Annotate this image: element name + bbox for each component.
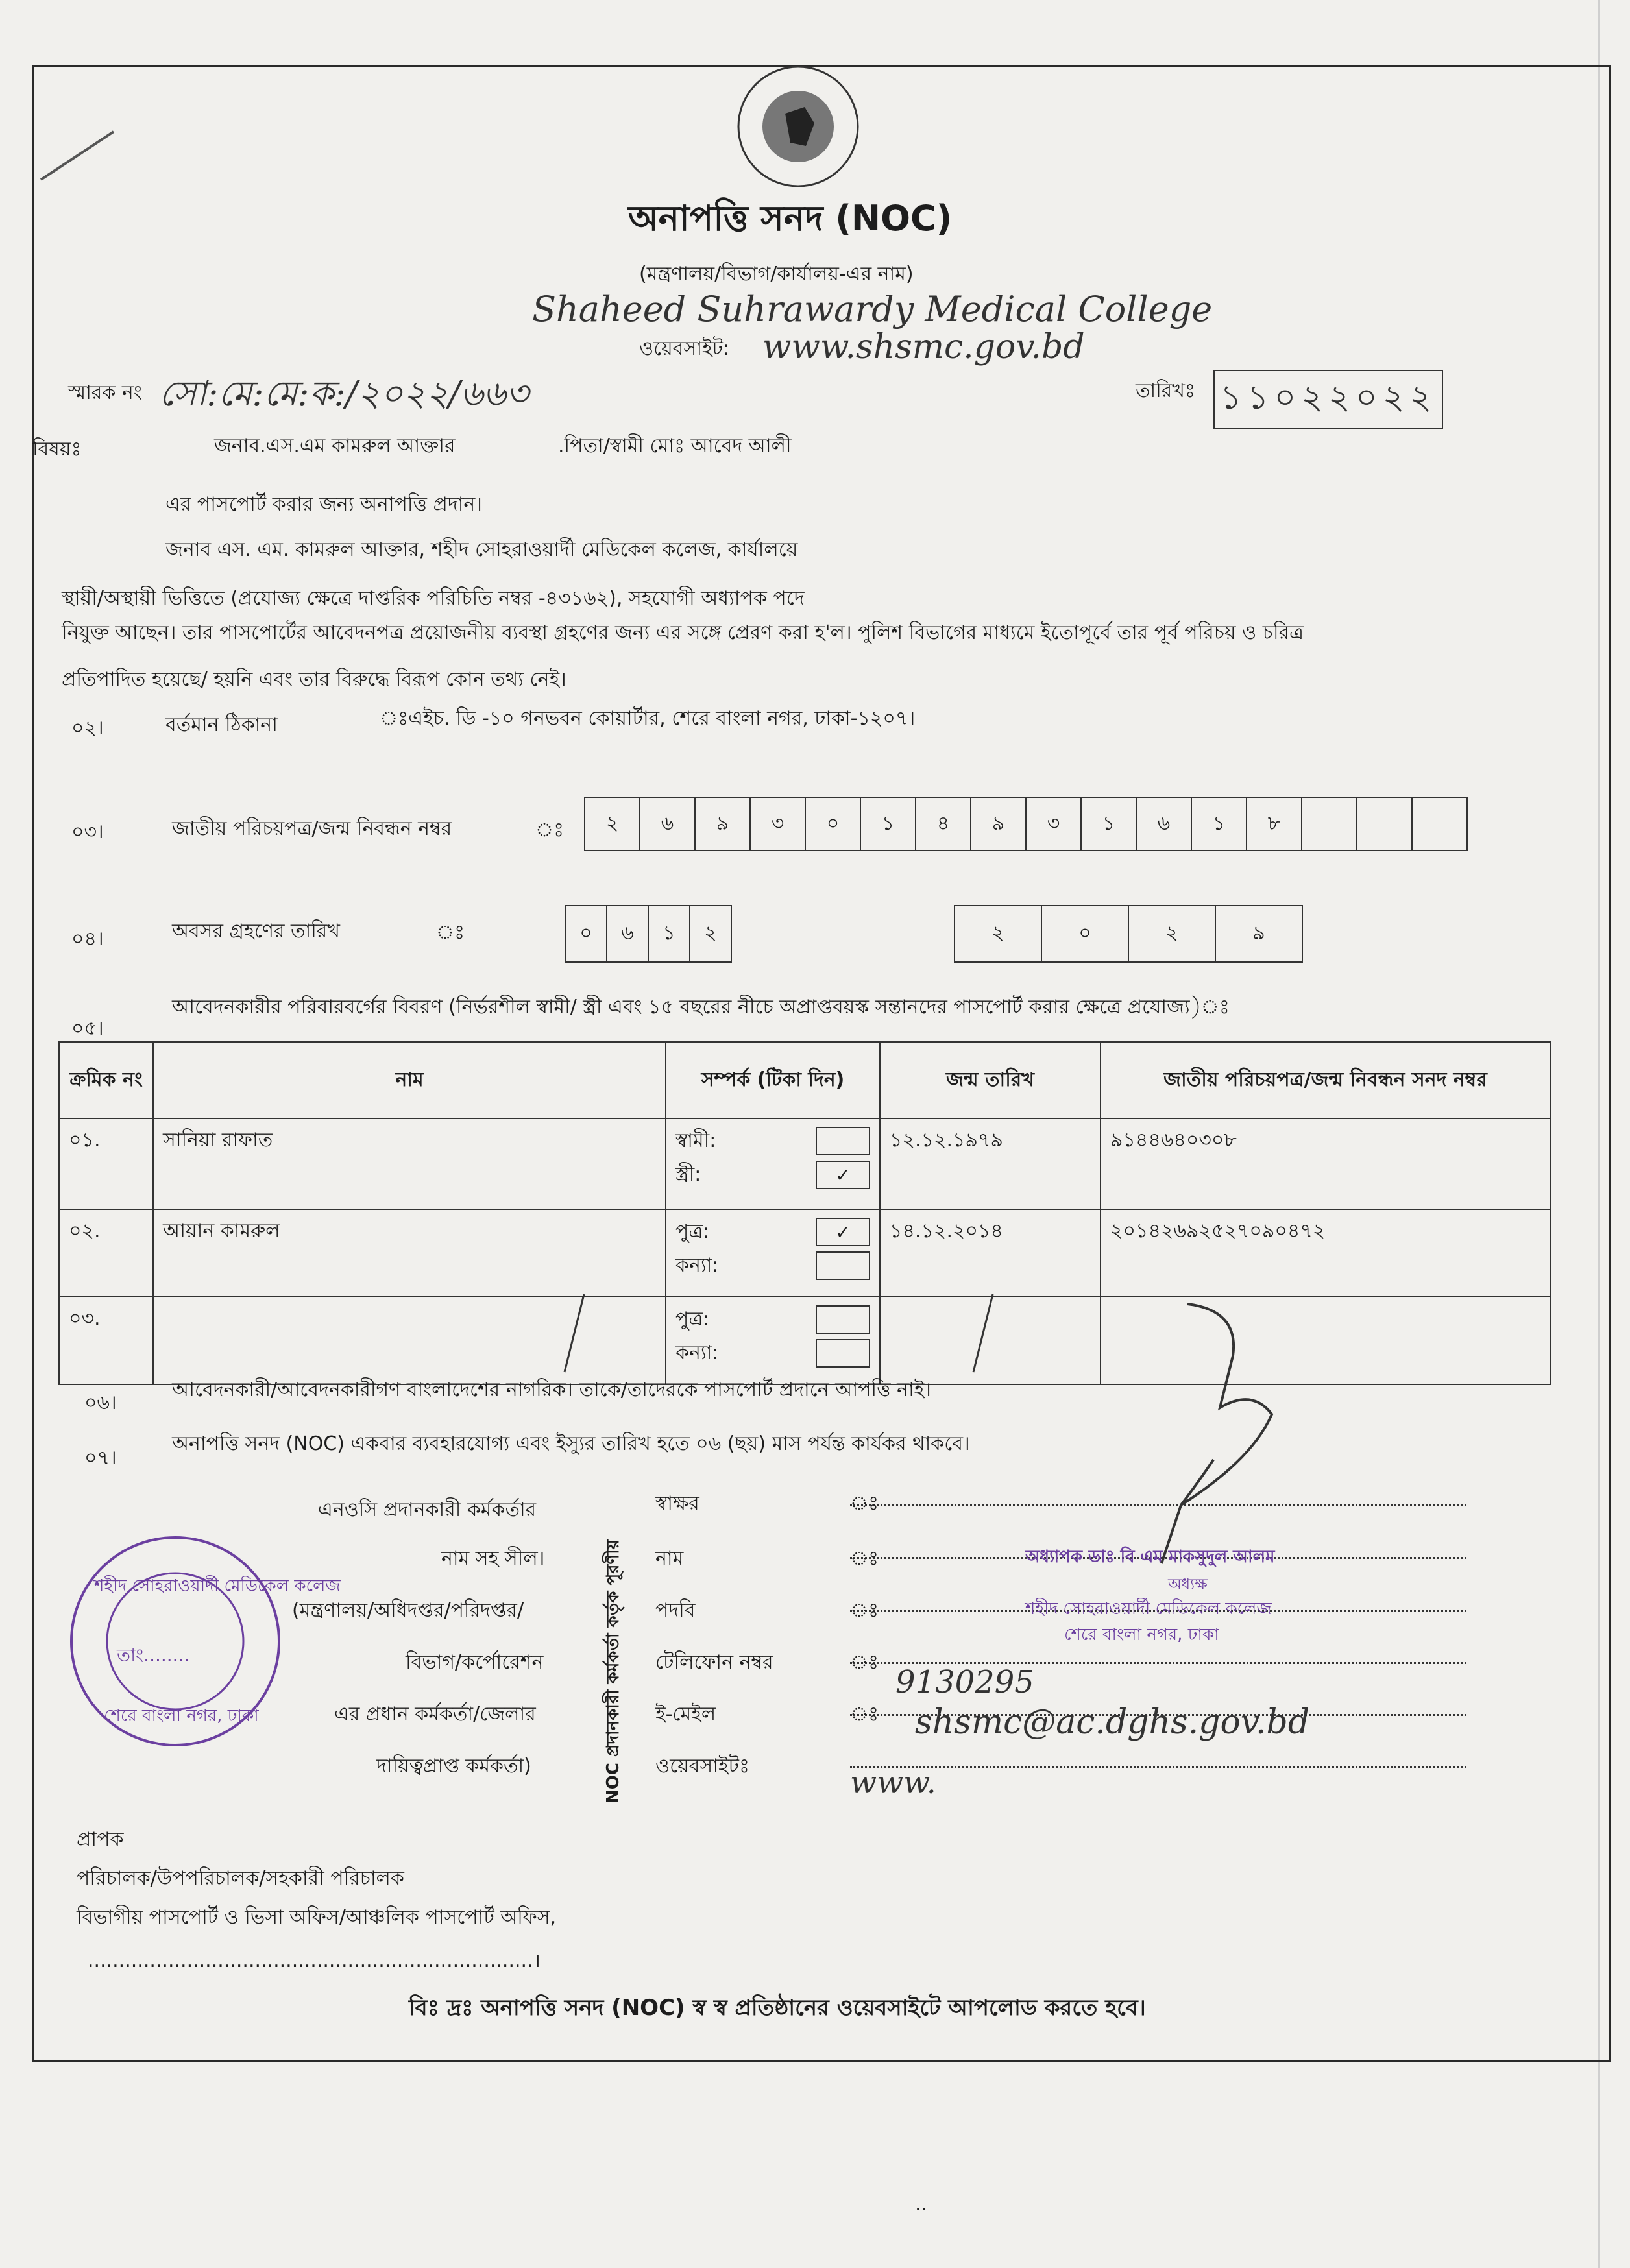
officer-line-4: বিভাগ/কর্পোরেশন xyxy=(406,1651,544,1674)
table-row xyxy=(59,1209,1550,1297)
relation-label: স্ত্রী: xyxy=(675,1163,701,1186)
field-prefix: ঃ xyxy=(850,1651,879,1674)
row-dob: ১২.১২.১৯৭৯ xyxy=(880,1118,1101,1209)
relation-checkbox[interactable]: ✓ xyxy=(816,1161,870,1189)
digit-box: ০ xyxy=(806,798,861,850)
field-prefix: ঃ xyxy=(850,1547,879,1570)
subject-father-name: .পিতা/স্বামী মোঃ আবেদ আলী xyxy=(558,435,792,457)
recipient-label: প্রাপক xyxy=(77,1828,124,1851)
recipient-line-2: বিভাগীয় পাসপোর্ট ও ভিসা অফিস/আঞ্চলিক পাসপোর্ট অফিস, xyxy=(77,1906,557,1929)
row-serial: ০৩. xyxy=(59,1297,153,1384)
digit-box: ৯ xyxy=(1252,922,1265,945)
digit-box: ০ xyxy=(1042,906,1129,961)
item-03-label: জাতীয় পরিচয়পত্র/জন্ম নিবন্ধন নম্বর xyxy=(172,817,452,840)
digit-box: ০ xyxy=(566,906,607,961)
digit-box xyxy=(1357,798,1413,850)
row-dob: ১৪.১২.২০১৪ xyxy=(880,1209,1101,1297)
memo-number-handwritten: সো:মে:মে:ক:/২০২২/৬৬৩ xyxy=(159,373,529,414)
website-handwritten: www.shsmc.gov.bd xyxy=(762,328,1085,367)
officer-line-1: এনওসি প্রদানকারী কর্মকর্তার xyxy=(318,1499,537,1521)
field-website-label: ওয়েবসাইটঃ xyxy=(655,1755,749,1778)
strike-mark xyxy=(558,1288,597,1379)
header-serial: ক্রমিক নং xyxy=(59,1042,153,1118)
relation-label: পুত্র: xyxy=(675,1307,710,1331)
relation-checkbox[interactable] xyxy=(816,1127,870,1155)
relation-label: কন্যা: xyxy=(675,1253,719,1277)
relation-checkbox[interactable] xyxy=(816,1339,870,1368)
digit-box: ৬ xyxy=(1137,798,1192,850)
digit-box: ৮ xyxy=(1247,798,1302,850)
email-handwritten: shsmc@ac.dghs.gov.bd xyxy=(915,1703,1310,1742)
item-02-label: বর্তমান ঠিকানা xyxy=(165,714,278,736)
officer-line-2: নাম সহ সীল। xyxy=(441,1547,545,1570)
item-04-number: ০৪। xyxy=(71,928,104,950)
officer-line-3: (মন্ত্রণালয়/অধিদপ্তর/পরিদপ্তর/ xyxy=(292,1599,524,1622)
document-title: অনাপত্তি সনদ (NOC) xyxy=(628,198,953,239)
row-serial: ০২. xyxy=(59,1209,153,1297)
subject-label: বিষয়ঃ xyxy=(32,438,82,461)
relation-checkbox[interactable] xyxy=(816,1305,870,1334)
digit-box: ২ xyxy=(1129,906,1216,961)
website-handwritten-2: www. xyxy=(850,1765,936,1801)
row-relation xyxy=(666,1118,880,1209)
digit-box: ১ xyxy=(861,798,916,850)
digit-box: ১ xyxy=(1192,798,1247,850)
retirement-year-boxes xyxy=(954,905,1303,963)
body-line-2: স্থায়ী/অস্থায়ী ভিত্তিতে (প্রযোজ্য ক্ষেত্রে দাপ্তরিক পরিচিতি নম্বর -৪৩১৬২), সহযোগী অধ্যাপক পদে xyxy=(62,587,805,610)
memo-label: স্মারক নং xyxy=(68,381,142,404)
field-prefix: ঃ xyxy=(850,1599,879,1622)
digit-box: ১ xyxy=(649,906,690,961)
seal-center-text: তাং........ xyxy=(117,1645,190,1666)
digit-box: ৪ xyxy=(916,798,971,850)
item-02-address: ঃএইচ. ডি -১০ গনভবন কোয়ার্টার, শেরে বাংলা নগর, ঢাকা-১২০৭। xyxy=(380,707,916,730)
officer-stamp-institution: শহীদ সোহরাওয়ার্দী মেডিকেল কলেজ xyxy=(1025,1599,1272,1619)
strike-mark xyxy=(967,1288,1006,1379)
date-label: তারিখঃ xyxy=(1136,380,1195,402)
officer-stamp-name: অধ্যাপক ডাঃ বি এম মাকসুদুল আলম xyxy=(1025,1547,1275,1567)
website-label: ওয়েবসাইট: xyxy=(639,337,730,360)
relation-label: স্বামী: xyxy=(675,1129,716,1152)
digit-box: ৬ xyxy=(640,798,696,850)
pen-stroke xyxy=(36,127,120,185)
field-email-label: ই-মেইল xyxy=(655,1703,716,1726)
footer-note: বিঃ দ্রঃ অনাপত্তি সনদ (NOC) স্ব স্ব প্রতিষ্ঠানের ওয়েবসাইটে আপলোড করতে হবে। xyxy=(409,1995,1146,2021)
recipient-line-3: ........................................................................। xyxy=(88,1949,541,1972)
relation-checkbox[interactable]: ✓ xyxy=(816,1218,870,1246)
seal-outer-text: শহীদ সোহরাওয়ার্দী মেডিকেল কলেজ xyxy=(94,1576,341,1596)
table-row xyxy=(59,1297,1550,1384)
relation-checkbox[interactable] xyxy=(816,1251,870,1280)
header-dob: জন্ম তারিখ xyxy=(880,1042,1101,1118)
digit-box: ১ xyxy=(1082,798,1137,850)
item-07-number: ০৭। xyxy=(84,1447,117,1469)
officer-stamp-address: শেরে বাংলা নগর, ঢাকা xyxy=(1064,1625,1219,1645)
date-handwritten: ১১০২২০২২ xyxy=(1213,370,1443,429)
row-serial: ০১. xyxy=(59,1118,153,1209)
item-04-label: অবসর গ্রহণের তারিখ xyxy=(172,920,340,943)
item-06-text: আবেদনকারী/আবেদনকারীগণ বাংলাদেশের নাগরিক। তাকে/তাদেরকে পাসপোর্ট প্রদানে আপত্তি নাই। xyxy=(172,1379,932,1401)
row-name: আয়ান কামরুল xyxy=(153,1209,666,1297)
family-table-header xyxy=(59,1042,1550,1118)
header-name: নাম xyxy=(153,1042,666,1118)
row-nid: ২০১৪২৬৯২৫২৭০৯০৪৭২ xyxy=(1101,1209,1550,1297)
subject-applicant-name: জনাব.এস.এম কামরুল আক্তার xyxy=(214,435,456,457)
item-07-text: অনাপত্তি সনদ (NOC) একবার ব্যবহারযোগ্য এবং ইস্যুর তারিখ হতে ০৬ (ছয়) মাস পর্যন্ত কার্যকর থাকবে। xyxy=(172,1432,970,1455)
digit-box xyxy=(1413,798,1466,850)
item-03-colon: ঃ xyxy=(535,819,565,841)
officer-signature xyxy=(1142,1291,1298,1570)
ministry-caption: (মন্ত্রণালয়/বিভাগ/কার্যালয়-এর নাম) xyxy=(639,263,914,285)
digit-box: ২ xyxy=(955,906,1042,961)
field-prefix: ঃ xyxy=(850,1703,879,1726)
phone-handwritten: 9130295 xyxy=(895,1664,1034,1700)
row-nid: ৯১৪৪৬৪০৩০৮ xyxy=(1101,1118,1550,1209)
officer-line-6: দায়িত্বপ্রাপ্ত কর্মকর্তা) xyxy=(376,1755,531,1778)
digit-box: ৩ xyxy=(751,798,806,850)
row-relation xyxy=(666,1209,880,1297)
subject-purpose: এর পাসপোর্ট করার জন্য অনাপত্তি প্রদান। xyxy=(165,493,482,516)
item-06-number: ০৬। xyxy=(84,1392,117,1414)
header-relation: সম্পর্ক (টিকা দিন) xyxy=(666,1042,880,1118)
item-04-colon: ঃ xyxy=(436,921,465,944)
field-prefix: ঃ xyxy=(850,1492,879,1515)
field-phone-label: টেলিফোন নম্বর xyxy=(655,1651,773,1674)
row-name: সানিয়া রাফাত xyxy=(153,1118,666,1209)
item-02-number: ০২। xyxy=(71,717,104,740)
row-relation xyxy=(666,1297,880,1384)
digit-box: ৯ xyxy=(696,798,751,850)
officer-vertical-caption: NOC প্রদানকারী কর্মকর্তা কর্তৃক পূরণীয় xyxy=(603,1539,623,1804)
item-05-label: আবেদনকারীর পরিবারবর্গের বিবরণ (নির্ভরশীল স্বামী/ স্ত্রী এবং ১৫ বছরের নীচে অপ্রাপ্তবয়স্ক সন্তানদের পাসপোর্ট করার ক্ষেত্রে প্রযোজ্য)ঃ xyxy=(172,996,1230,1019)
item-05-number: ০৫। xyxy=(71,1017,104,1040)
field-designation-label: পদবি xyxy=(655,1599,696,1622)
relation-label: পুত্র: xyxy=(675,1220,710,1243)
body-line-3: নিযুক্ত আছেন। তার পাসপোর্টের আবেদনপত্র প্রয়োজনীয় ব্যবস্থা গ্রহণের জন্য এর সঙ্গে প্রেরণ করা হ'ল। পুলিশ বিভাগের মাধ্যমে ইতোপূর্বে তার পূর্ব পরিচয় ও চরিত্র xyxy=(62,621,1304,644)
item-03-number: ০৩। xyxy=(71,821,104,843)
family-table xyxy=(58,1041,1551,1385)
relation-label: কন্যা: xyxy=(675,1341,719,1364)
officer-stamp-title: অধ্যক্ষ xyxy=(1168,1575,1208,1593)
digit-box: ৩ xyxy=(1027,798,1082,850)
nid-digit-boxes xyxy=(584,797,1468,851)
digit-box: ২ xyxy=(585,798,640,850)
digit-box: ৬ xyxy=(607,906,649,961)
officer-line-5: এর প্রধান কর্মকর্তা/জেলার xyxy=(334,1703,536,1726)
seal-bottom-text: শেরে বাংলা নগর, ঢাকা xyxy=(104,1706,259,1726)
government-emblem-icon xyxy=(733,62,863,191)
digit-box: ২ xyxy=(704,922,717,945)
recipient-line-1: পরিচালক/উপপরিচালক/সহকারী পরিচালক xyxy=(77,1867,404,1890)
digit-box xyxy=(1302,798,1357,850)
field-name-label: নাম xyxy=(655,1547,684,1570)
field-signature-label: স্বাক্ষর xyxy=(655,1492,699,1515)
body-line-4: প্রতিপাদিত হয়েছে/ হয়নি এবং তার বিরুদ্ধে বিরূপ কোন তথ্য নেই। xyxy=(62,668,566,691)
header-nid: জাতীয় পরিচয়পত্র/জন্ম নিবন্ধন সনদ নম্বর xyxy=(1101,1042,1550,1118)
table-row xyxy=(59,1118,1550,1209)
digit-box: ৯ xyxy=(971,798,1027,850)
website-line xyxy=(850,1766,1466,1768)
bottom-mark: .. xyxy=(915,2193,928,2215)
ministry-name-handwritten: Shaheed Suhrawardy Medical College xyxy=(532,289,1213,330)
body-line-1: জনাব এস. এম. কামরুল আক্তার, শহীদ সোহরাওয়ার্দী মেডিকেল কলেজ, কার্যালয়ে xyxy=(165,538,798,561)
retirement-day-month-boxes xyxy=(565,905,732,963)
